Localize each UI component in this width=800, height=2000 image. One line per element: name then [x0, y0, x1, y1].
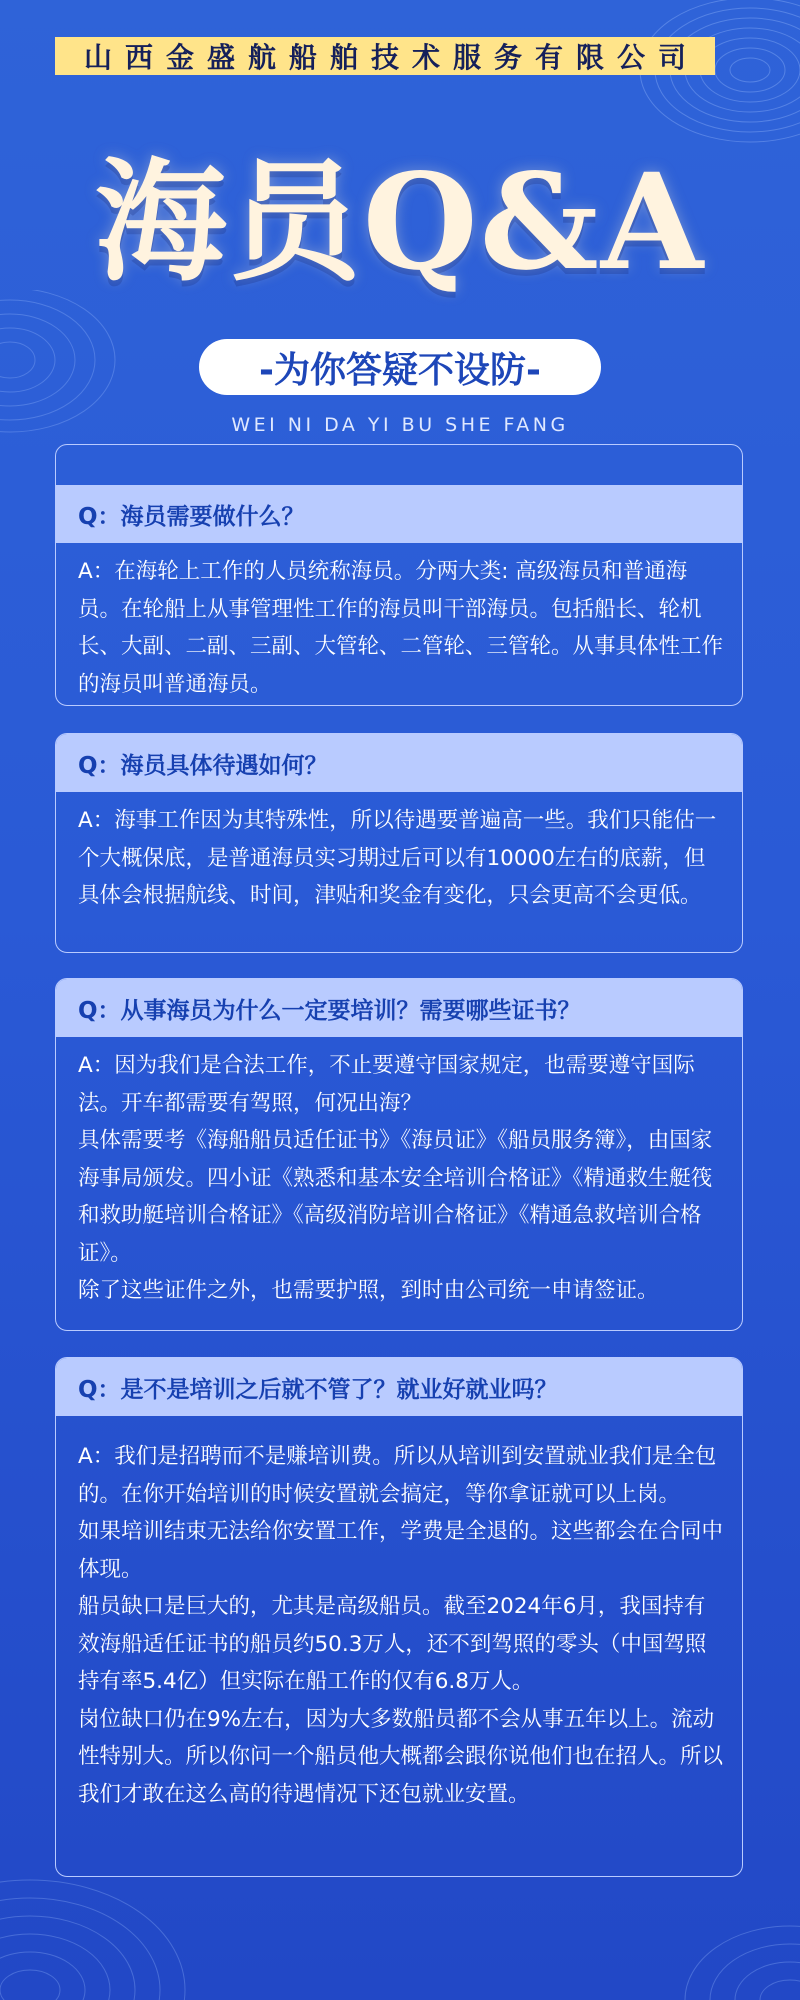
page-title: 海员Q&A	[94, 145, 706, 300]
company-banner	[55, 37, 715, 75]
answer-paragraph: 岗位缺口仍在9%左右，因为大多数船员都不会从事五年以上。流动性特别大。所以你问一个船员他大概都会跟你说他们也在招人。所以我们才敢在这么高的待遇情况下还包就业安置。	[78, 1706, 724, 1807]
answer-paragraph: 除了这些证件之外，也需要护照，到时由公司统一申请签证。	[78, 1278, 659, 1303]
qa-answer	[56, 792, 742, 915]
wave-decoration-bottom-right	[640, 1900, 800, 2000]
subtitle-pinyin: WEI NI DA YI BU SHE FANG	[231, 414, 569, 436]
card-top-spacer	[56, 445, 742, 485]
answer-paragraph: 具体需要考《海船船员适任证书》《海员证》《船员服务簿》，由国家海事局颁发。四小证《熟悉和基本安全培训合格证》《精通救生艇筏和救助艇培训合格证》《高级消防培训合格证》《精通急救培训合格证》。	[78, 1128, 713, 1266]
qa-answer	[56, 1416, 742, 1813]
qa-question: Q：从事海员为什么一定要培训？需要哪些证书？	[56, 979, 742, 1037]
subtitle: -为你答疑不设防-	[259, 349, 541, 391]
answer-paragraph: A：海事工作因为其特殊性，所以待遇要普遍高一些。我们只能估一个大概保底，是普通海员实习期过后可以有10000左右的底薪，但具体会根据航线、时间，津贴和奖金有变化，只会更高不会更低。	[78, 808, 717, 908]
qa-question: Q：海员具体待遇如何？	[56, 734, 742, 792]
qa-card-3	[55, 978, 743, 1331]
subtitle-pill	[199, 339, 601, 395]
qa-answer	[56, 543, 742, 703]
wave-decoration-top-right	[600, 0, 800, 160]
answer-paragraph: 如果培训结束无法给你安置工作，学费是全退的。这些都会在合同中体现。	[78, 1519, 724, 1582]
qa-card-4	[55, 1357, 743, 1877]
answer-paragraph: A：在海轮上工作的人员统称海员。分两大类: 高级海员和普通海员。在轮船上从事管理性工作的海员叫干部海员。包括船长、轮机长、大副、二副、三副、大管轮、二管轮、三管轮。从事具体性工作的海员叫普通海员。	[78, 559, 724, 697]
qa-answer	[56, 1037, 742, 1310]
company-name: 山西金盛航船舶技术服务有限公司	[83, 41, 699, 74]
qa-card-2	[55, 733, 743, 953]
answer-paragraph: A：因为我们是合法工作，不止要遵守国家规定，也需要遵守国际法。开车都需要有驾照，何况出海？	[78, 1053, 695, 1116]
answer-paragraph: A：我们是招聘而不是赚培训费。所以从培训到安置就业我们是全包的。在你开始培训的时候安置就会搞定，等你拿证就可以上岗。	[78, 1444, 717, 1507]
qa-question: Q：海员需要做什么？	[56, 485, 742, 543]
qa-question: Q：是不是培训之后就不管了？就业好就业吗？	[56, 1358, 742, 1416]
answer-paragraph: 船员缺口是巨大的，尤其是高级船员。截至2024年6月，我国持有效海船适任证书的船员约50.3万人，还不到驾照的零头（中国驾照持有率5.4亿）但实际在船工作的仅有6.8万人。	[78, 1594, 707, 1694]
qa-card-1	[55, 444, 743, 706]
